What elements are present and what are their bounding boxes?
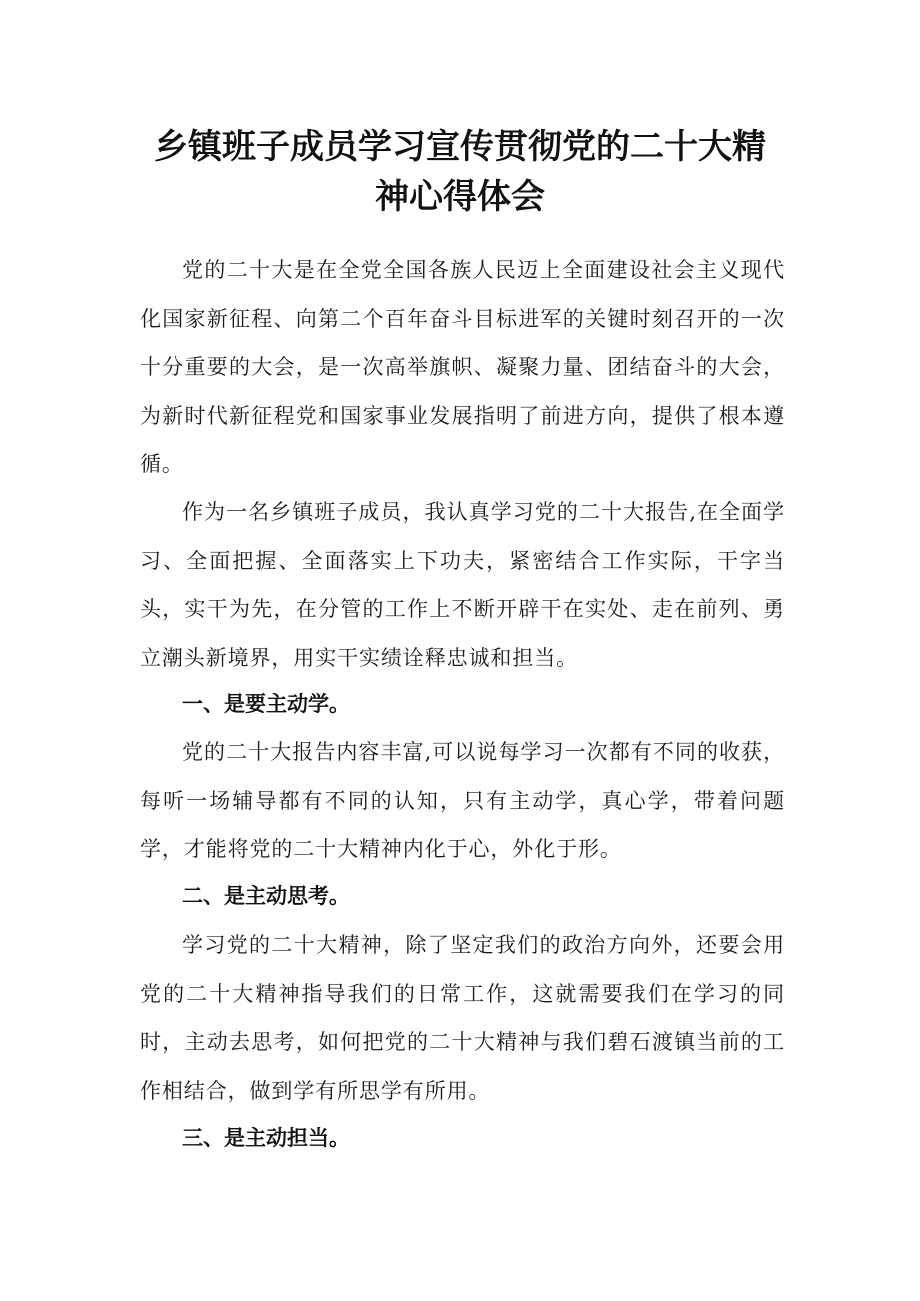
section-heading-2: 二、是主动思考。: [182, 884, 350, 908]
section-heading-3: 三、是主动担当。: [182, 1126, 350, 1150]
section-text-2: 学习党的二十大精神，除了坚定我们的政治方向外，还要会用党的二十大精神指导我们的日常工作，这就需要我们在学习的同时，主动去思考，如何把党的二十大精神与我们碧石渡镇当前的工作相结合，做到学有所思学有所用。: [140, 933, 785, 1103]
document-title-line-1: 乡镇班子成员学习宣传贯彻党的二十大精: [154, 127, 766, 167]
document-title-line-2: 神心得体会: [375, 177, 545, 217]
intro-paragraph: 党的二十大是在全党全国各族人民迈上全面建设社会主义现代化国家新征程、向第二个百年奋斗目标进军的关键时刻召开的一次十分重要的大会，是一次高举旗帜、凝聚力量、团结奋斗的大会，为新时代新征程党和国家事业发展指明了前进方向，提供了根本遵循。: [140, 258, 785, 476]
commitment-paragraph: 作为一名乡镇班子成员，我认真学习党的二十大报告,在全面学习、全面把握、全面落实上下功夫，紧密结合工作实际，干字当头，实干为先，在分管的工作上不断开辟干在实处、走在前列、勇立潮头新境界，用实干实绩诠释忠诚和担当。: [140, 500, 785, 670]
section-text-1: 党的二十大报告内容丰富,可以说每学习一次都有不同的收获，每听一场辅导都有不同的认知，只有主动学，真心学，带着问题学，才能将党的二十大精神内化于心，外化于形。: [140, 740, 785, 861]
section-heading-1: 一、是要主动学。: [182, 692, 350, 716]
